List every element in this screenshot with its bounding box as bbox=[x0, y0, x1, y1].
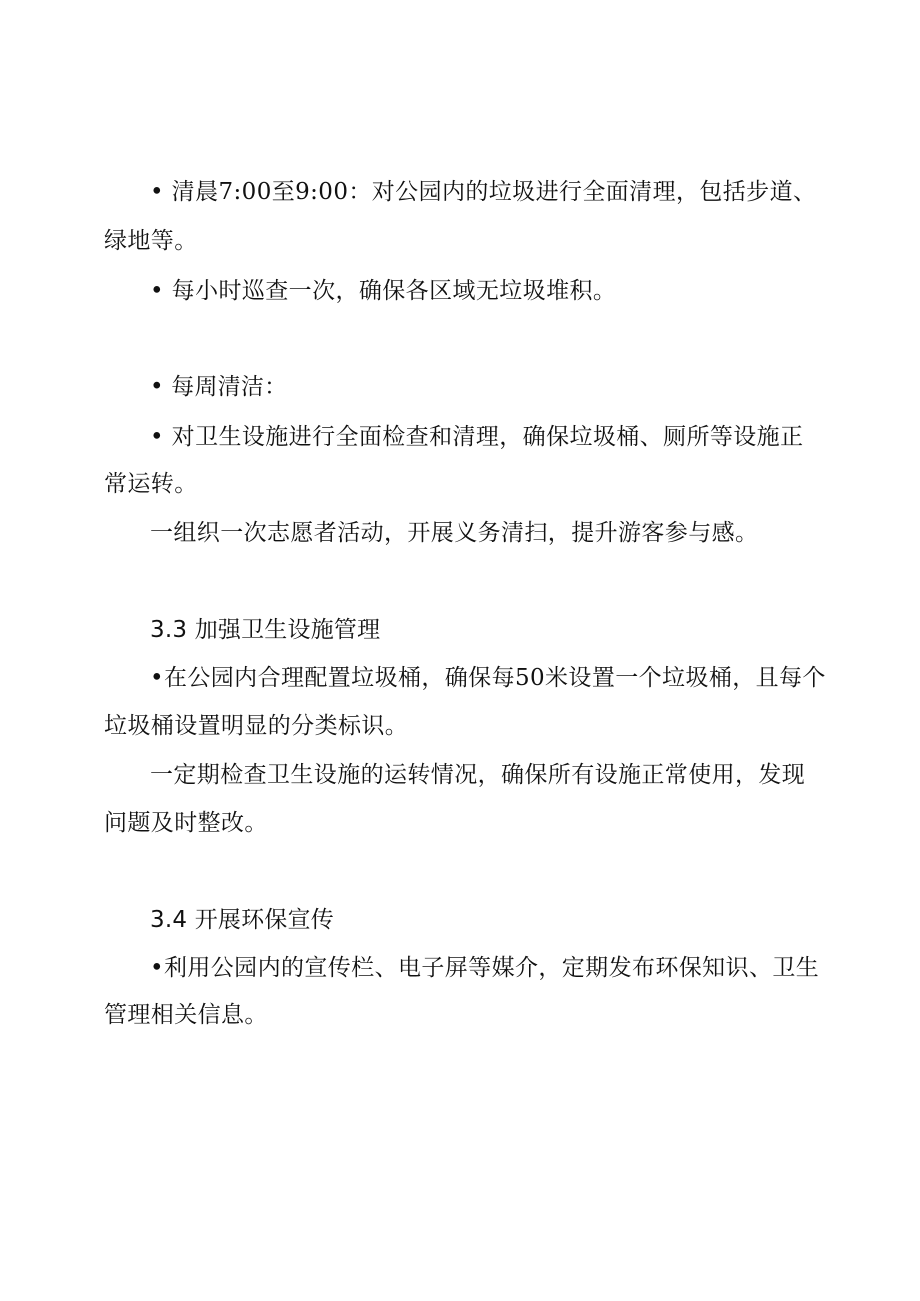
section-3-3-heading: 3.3 加强卫生设施管理 bbox=[150, 617, 381, 643]
section-3-4-heading: 3.4 开展环保宣传 bbox=[150, 907, 334, 933]
facility-inspection-line-2: 常运转。 bbox=[104, 471, 198, 497]
daily-morning-clean-line-2: 绿地等。 bbox=[104, 228, 198, 254]
publicity-media-line-1: •利用公园内的宣传栏、电子屏等媒介，定期发布环保知识、卫生 bbox=[150, 955, 820, 981]
periodic-check-line-1: 一定期检查卫生设施的运转情况，确保所有设施正常使用，发现 bbox=[150, 762, 806, 788]
trash-bin-placement-line-1: •在公园内合理配置垃圾桶，确保每50米设置一个垃圾桶，且每个 bbox=[150, 665, 826, 691]
trash-bin-placement-line-2: 垃圾桶设置明显的分类标识。 bbox=[104, 713, 409, 739]
hourly-patrol-line: • 每小时巡查一次，确保各区域无垃圾堆积。 bbox=[150, 278, 617, 304]
periodic-check-line-2: 问题及时整改。 bbox=[104, 810, 268, 836]
weekly-clean-heading: • 每周清洁： bbox=[150, 374, 288, 400]
volunteer-activity-line: 一组织一次志愿者活动，开展义务清扫，提升游客参与感。 bbox=[150, 520, 759, 546]
facility-inspection-line-1: • 对卫生设施进行全面检查和清理，确保垃圾桶、厕所等设施正 bbox=[150, 424, 804, 450]
publicity-media-line-2: 管理相关信息。 bbox=[104, 1002, 268, 1028]
daily-morning-clean-line-1: • 清晨7:00至9:00：对公园内的垃圾进行全面清理，包括步道、 bbox=[150, 179, 817, 205]
